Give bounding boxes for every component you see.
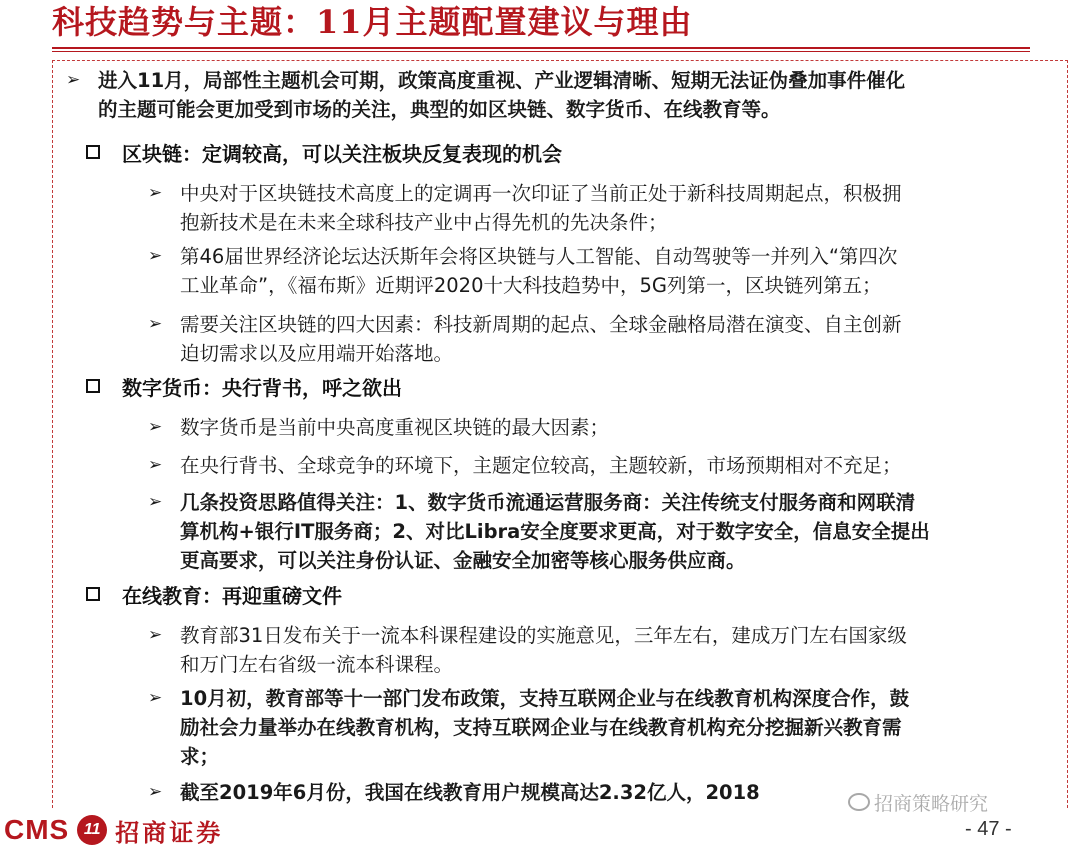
list-item-line: 励社会力量举办在线教育机构，支持互联网企业与在线教育机构充分挖掘新兴教育需: [180, 716, 902, 739]
title-divider-thin: [52, 51, 1030, 52]
arrow-bullet-icon: ➢: [148, 183, 163, 203]
list-item-line: 10月初，教育部等十一部门发布政策，支持互联网企业与在线教育机构深度合作，鼓: [180, 687, 910, 710]
logo-text-cn: 招商证券: [115, 819, 224, 847]
list-item: [148, 242, 898, 300]
list-item-line: 迫切需求以及应用端开始落地。: [180, 342, 454, 365]
arrow-bullet-icon: ➢: [148, 688, 163, 708]
list-item: [148, 488, 930, 575]
list-item: [148, 451, 902, 480]
list-item-line: 算机构+银行IT服务商；2、对比Libra安全度要求更高，对于数字安全，信息安全提出: [180, 520, 930, 543]
checkbox-square-icon: [86, 145, 100, 159]
checkbox-square-icon: [86, 379, 100, 393]
watermark-text: 招商策略研究: [874, 792, 989, 815]
arrow-bullet-icon: ➢: [148, 782, 163, 802]
section-heading-blockchain: [122, 140, 562, 168]
list-item-line: 抱新技术是在未来全球科技产业中占得先机的先决条件；: [180, 211, 668, 234]
arrow-bullet-icon: ➢: [148, 492, 163, 512]
list-item-line: 几条投资思路值得关注：1、数字货币流通运营服务商：关注传统支付服务商和网联清: [180, 491, 916, 514]
section-heading-online-education: [122, 582, 342, 610]
list-item-line: 截至2019年6月份，我国在线教育用户规模高达2.32亿人，2018: [180, 781, 760, 804]
company-logo: [4, 812, 223, 848]
list-item-line: 教育部31日发布关于一流本科课程建设的实施意见，三年左右，建成万门左右国家级: [180, 624, 907, 647]
intro-paragraph: [66, 66, 1058, 124]
checkbox-square-icon: [86, 587, 100, 601]
list-item-line: 第46届世界经济论坛达沃斯年会将区块链与人工智能、自动驾驶等一并列入“第四次: [180, 245, 898, 268]
list-item: [148, 621, 907, 679]
list-item: [148, 684, 910, 771]
section-heading-text: 数字货币：央行背书，呼之欲出: [122, 376, 402, 400]
logo-emblem-icon: 11: [77, 815, 107, 845]
intro-line-1: 进入11月，局部性主题机会可期，政策高度重视、产业逻辑清晰、短期无法证伪叠加事件催化: [98, 69, 906, 92]
arrow-bullet-icon: ➢: [148, 625, 163, 645]
list-item-line: 在央行背书、全球竞争的环境下，主题定位较高，主题较新，市场预期相对不充足；: [180, 454, 902, 477]
title-divider: [52, 47, 1030, 49]
page-title: 科技趋势与主题：11月主题配置建议与理由: [52, 3, 693, 41]
list-item: [148, 179, 902, 237]
arrow-bullet-icon: ➢: [148, 455, 163, 475]
section-heading-text: 在线教育：再迎重磅文件: [122, 584, 342, 608]
list-item-line: 更高要求，可以关注身份认证、金融安全加密等核心服务供应商。: [180, 549, 746, 572]
intro-line-2: 的主题可能会更加受到市场的关注，典型的如区块链、数字货币、在线教育等。: [98, 98, 781, 121]
section-heading-text: 区块链：定调较高，可以关注板块反复表现的机会: [122, 142, 562, 166]
list-item-line: 需要关注区块链的四大因素：科技新周期的起点、全球金融格局潜在演变、自主创新: [180, 313, 902, 336]
arrow-bullet-icon: ➢: [66, 70, 81, 90]
arrow-bullet-icon: ➢: [148, 314, 163, 334]
list-item-line: 和万门左右省级一流本科课程。: [180, 653, 454, 676]
list-item: [148, 778, 760, 807]
arrow-bullet-icon: ➢: [148, 417, 163, 437]
list-item-line: 求；: [180, 745, 220, 768]
list-item-line: 中央对于区块链技术高度上的定调再一次印证了当前正处于新科技周期起点，积极拥: [180, 182, 902, 205]
arrow-bullet-icon: ➢: [148, 246, 163, 266]
page-number: - 47 -: [965, 818, 1012, 840]
watermark: [848, 788, 988, 816]
list-item-line: 数字货币是当前中央高度重视区块链的最大因素；: [180, 416, 610, 439]
wechat-icon: [848, 793, 870, 811]
section-heading-digital-currency: [122, 374, 402, 402]
list-item: [148, 413, 610, 442]
list-item-line: 工业革命”，《福布斯》近期评2020十大科技趋势中，5G列第一，区块链列第五；: [180, 274, 882, 297]
logo-text-en: CMS: [4, 814, 70, 845]
list-item: [148, 310, 902, 368]
